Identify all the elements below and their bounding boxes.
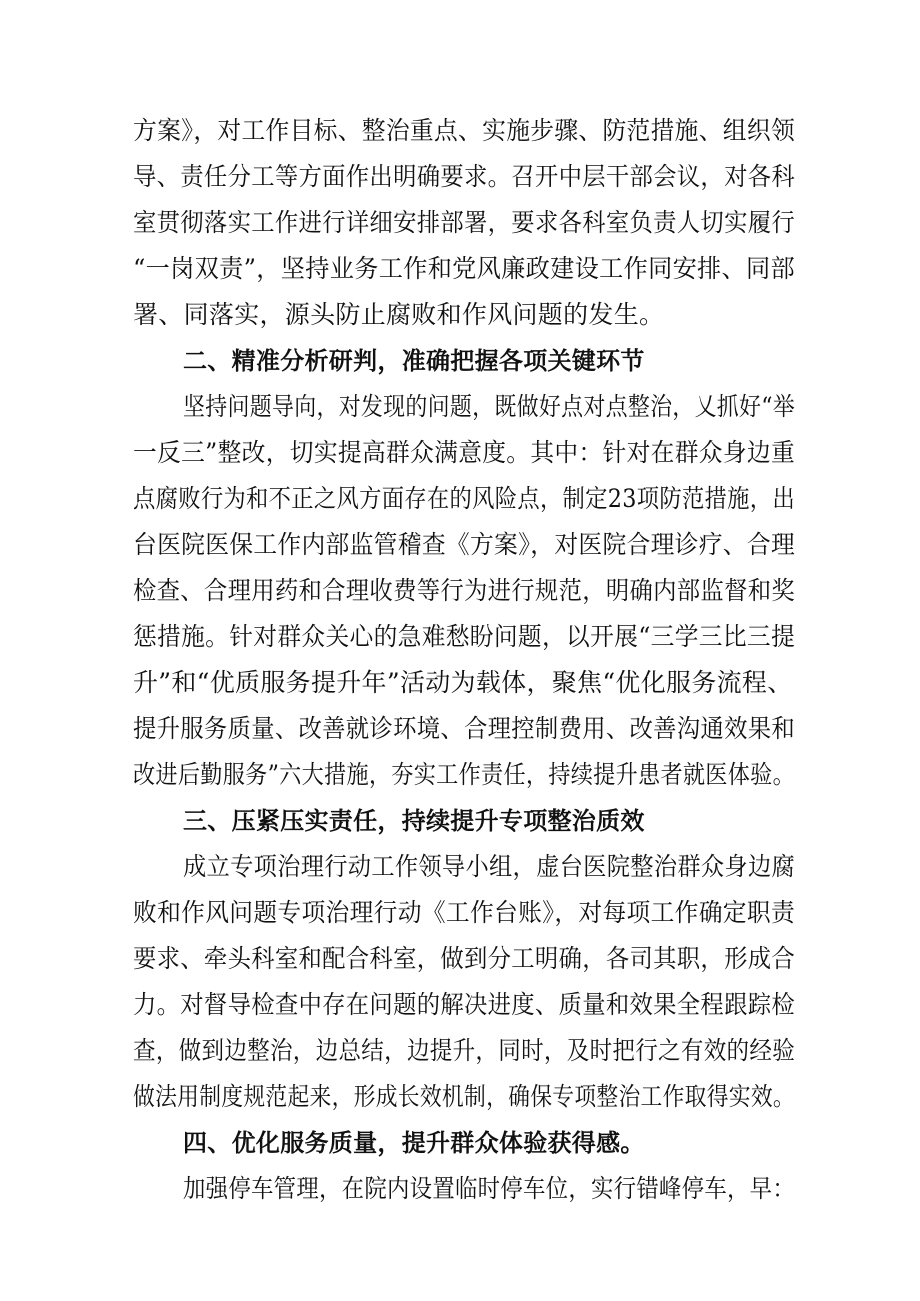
paragraph-text: 检查、合理用药和合理收费等行为进行规范，明确内部监督和奖 [133, 576, 796, 605]
paragraph-text: 改进后勤服务”六大措施，夯实工作责任，持续提升患者就医体验。 [133, 760, 796, 789]
paragraph-text: 惩措施。针对群众关心的急难愁盼问题，以开展“三学三比三提 [133, 622, 796, 651]
paragraph-text: 室贯彻落实工作进行详细安排部署，要求各科室负责人切实履行 [133, 208, 796, 237]
paragraph-text: 方案》，对工作目标、整治重点、实施步骤、防范措施、组织领 [133, 116, 796, 145]
paragraph-text: 败和作风问题专项治理行动《工作台账》，对每项工作确定职责 [133, 898, 796, 927]
paragraph-text: 点腐败行为和不正之风方面存在的风险点，制定23项防范措施，出 [133, 484, 796, 513]
paragraph-text: 做法用制度规范起来，形成长效机制，确保专项整治工作取得实效。 [133, 1082, 796, 1111]
paragraph-text: 升”和“优质服务提升年”活动为载体，聚焦“优化服务流程、 [133, 668, 793, 697]
paragraph-text: 查，做到边整治，边总结，边提升，同时，及时把行之有效的经验 [133, 1036, 796, 1065]
paragraph-text: 加强停车管理，在院内设置临时停车位，实行错峰停车，早： [183, 1174, 795, 1203]
paragraph-text: 要求、牵头科室和配合科室，做到分工明确，各司其职，形成合 [133, 944, 796, 973]
paragraph-text: 署、同落实，源头防止腐败和作风问题的发生。 [133, 300, 665, 329]
section-heading-text: 四、优化服务质量，提升群众体验获得感。 [183, 1129, 645, 1157]
paragraph-text: 坚持问题导向，对发现的问题，既做好点对点整治，乂抓好“举 [183, 392, 796, 421]
paragraph-text: 一反三”整改，切实提高群众满意度。其中：针对在群众身边重 [133, 438, 796, 467]
paragraph-text: “一岗双责”，坚持业务工作和党风廉政建设工作同安排、同部 [133, 254, 796, 283]
paragraph-text: 成立专项治理行动工作领导小组，虚台医院整治群众身边腐 [183, 852, 796, 881]
paragraph-text: 导、责任分工等方面作出明确要求。召开中层干部会议，对各科 [133, 162, 796, 191]
paragraph-text: 力。对督导检查中存在问题的解决进度、质量和效果全程跟踪检 [133, 990, 796, 1019]
paragraph-text: 台医院医保工作内部监管稽查《方案》，对医院合理诊疗、合理 [133, 530, 796, 559]
section-heading-text: 三、压紧压实责任，持续提升专项整治质效 [183, 807, 645, 835]
paragraph-text: 提升服务质量、改善就诊环境、合理控制费用、改善沟通效果和 [133, 714, 796, 743]
section-heading-text: 二、精准分析研判，准确把握各项关键环节 [183, 347, 645, 375]
